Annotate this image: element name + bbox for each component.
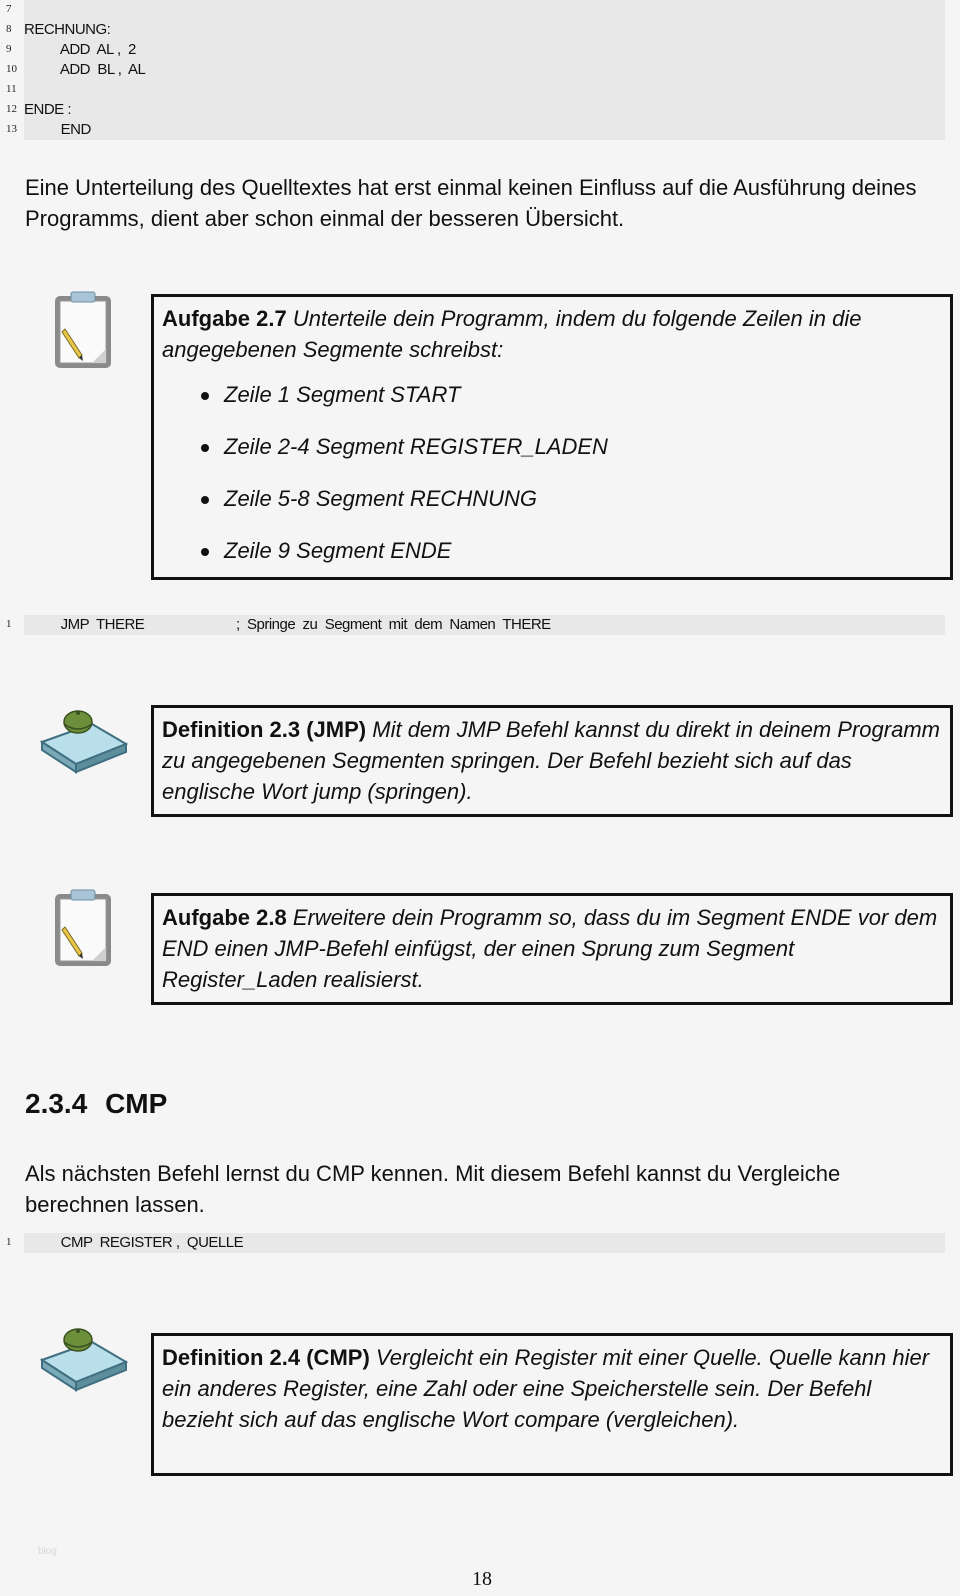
book-cap-icon [38, 1318, 130, 1403]
book-cap-icon [38, 700, 130, 785]
definition-label: Definition 2.4 (CMP) [162, 1345, 370, 1370]
section-heading [25, 1088, 167, 1120]
segment-list [162, 379, 944, 587]
paragraph-intro: Eine Unterteilung des Quelltextes hat erst einmal keinen Einfluss auf die Ausführung deines Programms, dient aber schon einmal der besseren Übersicht. [25, 175, 917, 231]
code-line [0, 80, 945, 100]
code-text: ENDE : [24, 101, 72, 118]
code-line [0, 100, 945, 120]
list-item: Zeile 1 Segment START [162, 379, 944, 431]
line-number: 8 [6, 23, 12, 35]
page-number: 18 [472, 1568, 492, 1590]
section-number: 2.3.4 [25, 1088, 88, 1119]
footer-watermark: blog [38, 1546, 57, 1557]
definition-box-2-3 [151, 705, 953, 817]
line-number: 1 [6, 618, 12, 630]
task-box-2-7 [151, 294, 953, 580]
clipboard-pencil-icon [52, 291, 116, 378]
code-text: ADD AL , 2 [24, 41, 136, 58]
clipboard-pencil-icon [52, 889, 116, 976]
task-label: Aufgabe 2.8 [162, 905, 287, 930]
task-text: Unterteile dein Programm, indem du folgende Zeilen in die angegebenen Segmente schreibst: [162, 306, 862, 362]
line-number: 13 [6, 123, 17, 135]
code-text: JMP THERE ; Springe zu Segment mit dem Namen THERE [24, 616, 551, 633]
code-line-cmp [0, 1233, 945, 1253]
code-line [0, 60, 945, 80]
code-line [0, 120, 945, 140]
line-number: 12 [6, 103, 17, 115]
code-line [0, 0, 945, 20]
code-line [0, 20, 945, 40]
list-item: Zeile 2-4 Segment REGISTER_LADEN [162, 431, 944, 483]
line-number: 9 [6, 43, 12, 55]
code-text: CMP REGISTER , QUELLE [24, 1234, 244, 1251]
definition-box-2-4 [151, 1333, 953, 1476]
line-number: 10 [6, 63, 17, 75]
list-item: Zeile 9 Segment ENDE [162, 535, 944, 587]
definition-label: Definition 2.3 (JMP) [162, 717, 367, 742]
code-text: RECHNUNG: [24, 21, 111, 38]
line-number: 7 [6, 3, 12, 15]
section-title: CMP [105, 1088, 168, 1119]
task-text: Erweitere dein Programm so, dass du im Segment ENDE vor dem END einen JMP-Befehl einfügst, der einen Sprung zum Segment Register_Laden realisierst. [162, 905, 938, 992]
code-line-jmp [0, 615, 945, 635]
list-item: Zeile 5-8 Segment RECHNUNG [162, 483, 944, 535]
paragraph-cmp: Als nächsten Befehl lernst du CMP kennen. Mit diesem Befehl kannst du Vergleiche berechnen lassen. [25, 1161, 841, 1217]
task-label: Aufgabe 2.7 [162, 306, 287, 331]
task-box-2-8 [151, 893, 953, 1005]
code-text: ADD BL , AL [24, 61, 146, 78]
definition-text: Mit dem JMP Befehl kannst du direkt in deinem Programm zu angegebenen Segmenten springen. Der Befehl bezieht sich auf das englische Wort jump (springen). [162, 717, 940, 804]
line-number: 11 [6, 83, 17, 95]
definition-text: Vergleicht ein Register mit einer Quelle. Quelle kann hier ein anderes Register, eine Zahl oder eine Speicherstelle sein. Der Befehl bezieht sich auf das englische Wort compare (vergleichen). [162, 1345, 930, 1432]
code-text: END [24, 121, 91, 138]
code-line [0, 40, 945, 60]
line-number: 1 [6, 1236, 12, 1248]
